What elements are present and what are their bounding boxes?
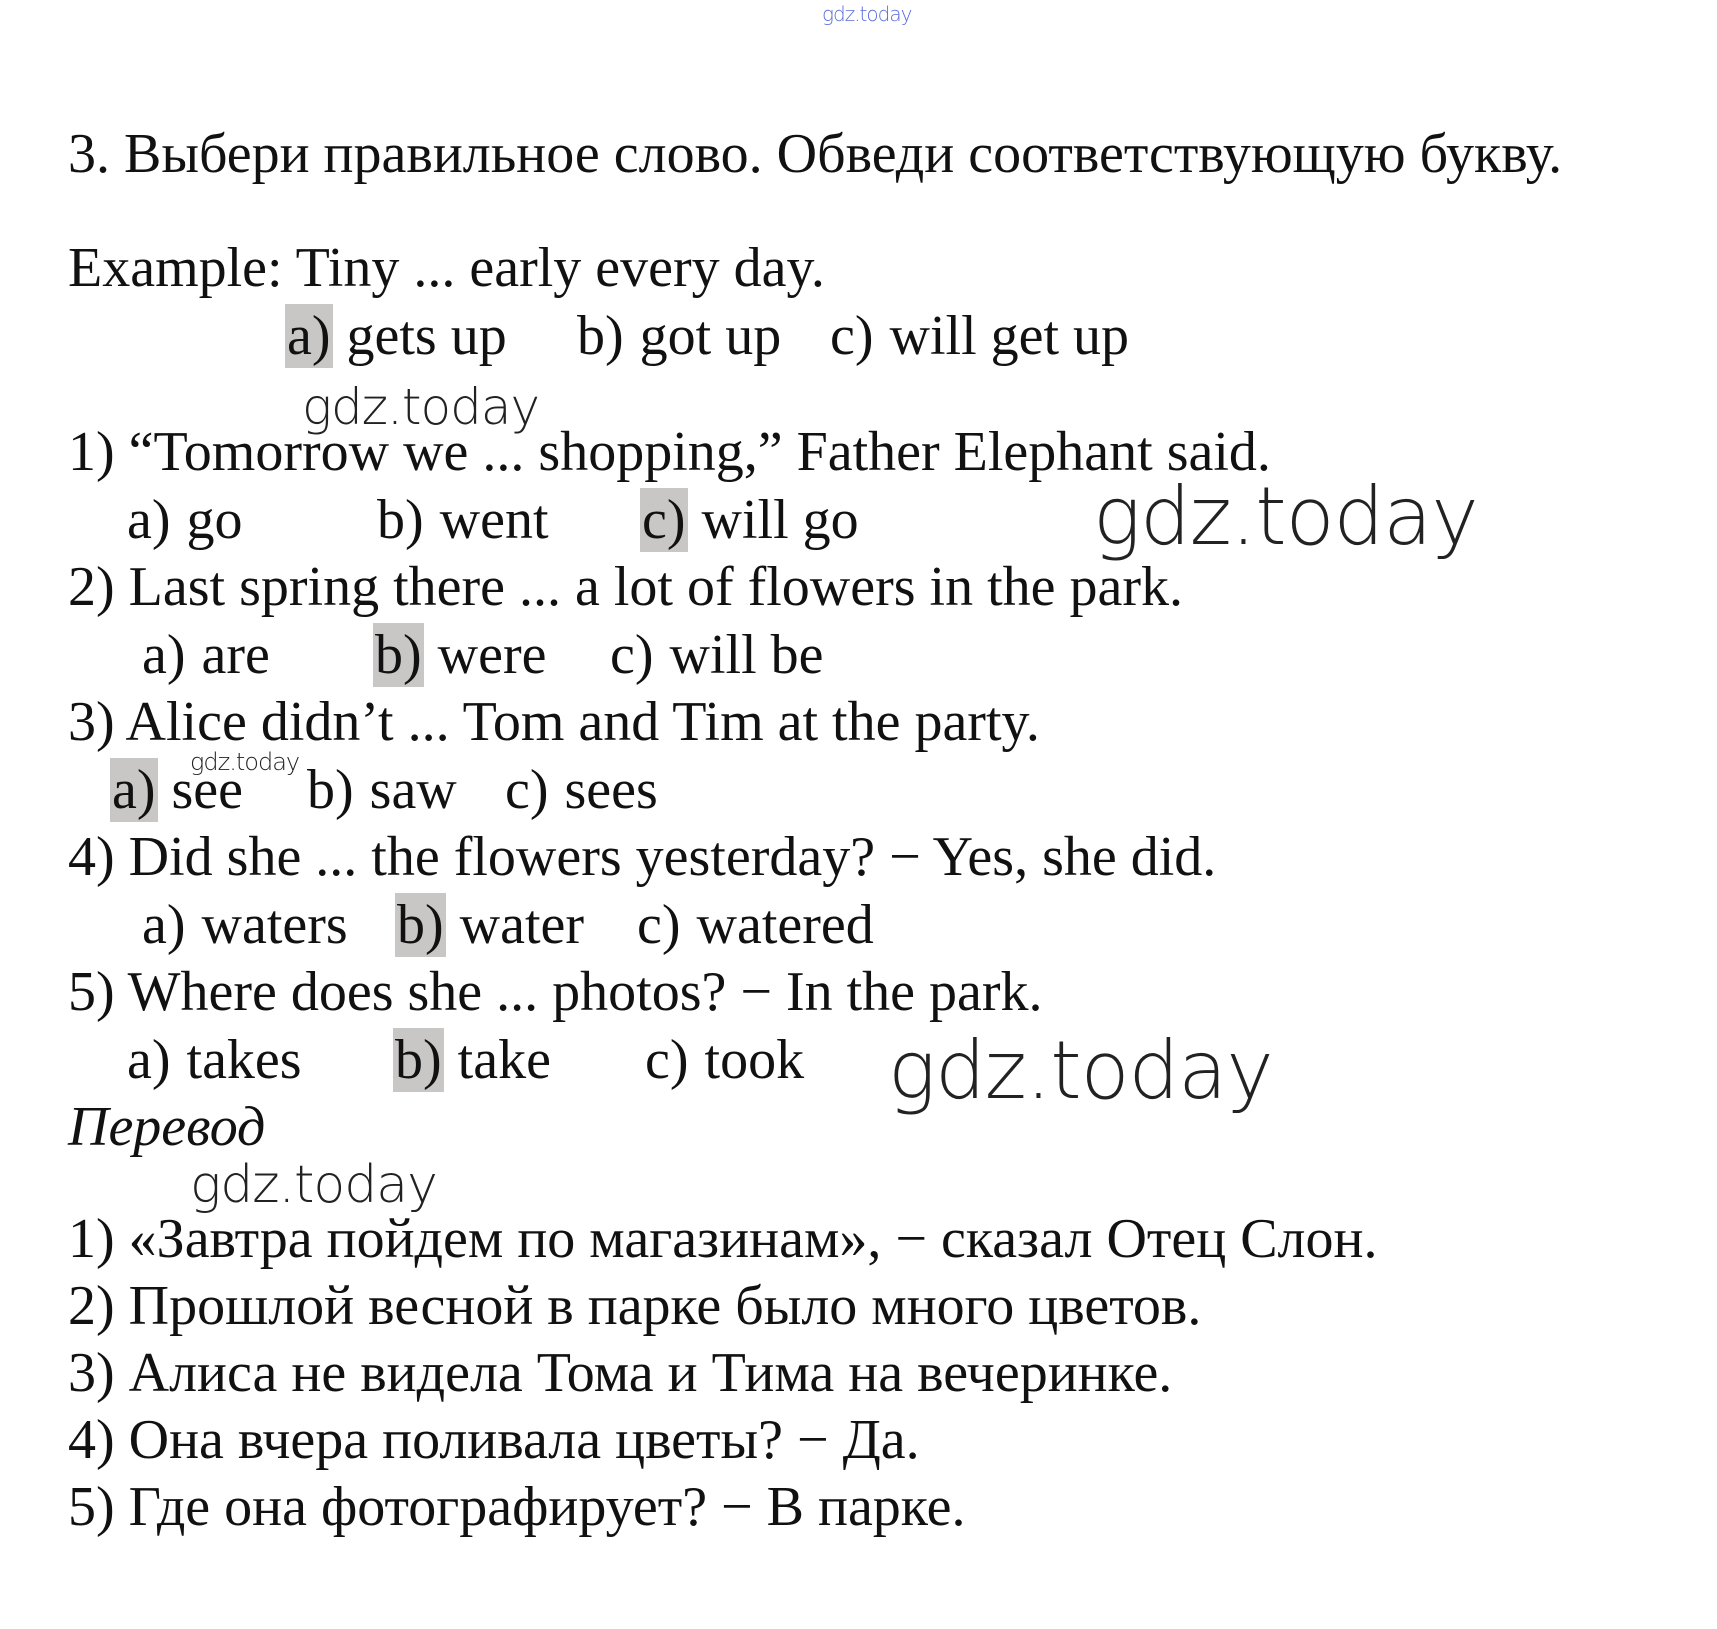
option-letter: a) xyxy=(287,305,331,367)
option-text: saw xyxy=(369,759,457,821)
question-4-sentence: 4) Did she ... the flowers yesterday? − Yes, she did. xyxy=(68,826,1217,888)
option-letter: a) xyxy=(127,1029,171,1091)
question-3-option-b[interactable] xyxy=(305,758,457,822)
question-2-option-a[interactable] xyxy=(140,623,270,687)
example-option-a[interactable] xyxy=(285,304,507,368)
question-3-option-c[interactable] xyxy=(503,758,658,822)
translation-line-1: 1) «Завтра пойдем по магазинам», − сказал Отец Слон. xyxy=(68,1208,1378,1270)
option-text: water xyxy=(459,894,585,956)
option-text: sees xyxy=(564,759,658,821)
question-4-option-b[interactable] xyxy=(395,893,584,957)
example-sentence: Example: Tiny ... early every day. xyxy=(68,237,825,299)
option-text: waters xyxy=(201,894,348,956)
watermark: gdz.today xyxy=(190,748,300,776)
option-letter: c) xyxy=(610,624,654,686)
option-text: take xyxy=(457,1029,551,1091)
option-letter: a) xyxy=(142,894,186,956)
option-text: takes xyxy=(186,1029,302,1091)
option-letter: c) xyxy=(645,1029,689,1091)
question-1-option-b[interactable] xyxy=(375,488,549,552)
option-letter: a) xyxy=(127,489,171,551)
option-letter: a) xyxy=(112,759,156,821)
question-4-option-c[interactable] xyxy=(635,893,874,957)
option-text: will go xyxy=(701,489,859,551)
option-letter: b) xyxy=(577,305,624,367)
question-1-option-c[interactable] xyxy=(640,488,859,552)
option-letter: b) xyxy=(375,624,422,686)
option-letter: c) xyxy=(637,894,681,956)
option-text: go xyxy=(186,489,243,551)
option-text: watered xyxy=(696,894,874,956)
option-letter: b) xyxy=(377,489,424,551)
example-option-b[interactable] xyxy=(575,304,781,368)
question-1-option-a[interactable] xyxy=(125,488,243,552)
option-text: see xyxy=(171,759,244,821)
question-3-option-a[interactable] xyxy=(110,758,243,822)
task-title: 3. Выбери правильное слово. Обведи соответствующую букву. xyxy=(68,123,1563,185)
translation-line-4: 4) Она вчера поливала цветы? − Да. xyxy=(68,1409,920,1471)
option-letter: b) xyxy=(397,894,444,956)
option-text: were xyxy=(437,624,547,686)
option-text: gets up xyxy=(346,305,507,367)
option-text: are xyxy=(201,624,270,686)
question-4-option-a[interactable] xyxy=(140,893,348,957)
option-letter: c) xyxy=(830,305,874,367)
option-text: will be xyxy=(669,624,824,686)
watermark: gdz.today xyxy=(302,378,540,436)
translation-line-5: 5) Где она фотографирует? − В парке. xyxy=(68,1476,966,1538)
translation-heading: Перевод xyxy=(68,1096,266,1158)
translation-line-3: 3) Алиса не видела Тома и Тима на вечеринке. xyxy=(68,1342,1173,1404)
option-letter: a) xyxy=(142,624,186,686)
top-watermark: gdz.today xyxy=(822,2,912,26)
option-letter: c) xyxy=(642,489,686,551)
question-5-option-c[interactable] xyxy=(643,1028,804,1092)
translation-line-2: 2) Прошлой весной в парке было много цветов. xyxy=(68,1275,1202,1337)
example-option-c[interactable] xyxy=(828,304,1129,368)
option-text: got up xyxy=(639,305,782,367)
option-letter: c) xyxy=(505,759,549,821)
question-5-sentence: 5) Where does she ... photos? − In the park. xyxy=(68,961,1043,1023)
option-text: went xyxy=(439,489,549,551)
option-text: will get up xyxy=(889,305,1130,367)
question-5-option-b[interactable] xyxy=(393,1028,551,1092)
option-letter: b) xyxy=(307,759,354,821)
question-2-option-c[interactable] xyxy=(608,623,824,687)
watermark: gdz.today xyxy=(888,1024,1273,1117)
option-text: took xyxy=(704,1029,805,1091)
question-5-option-a[interactable] xyxy=(125,1028,302,1092)
option-letter: b) xyxy=(395,1029,442,1091)
question-2-option-b[interactable] xyxy=(373,623,546,687)
question-2-sentence: 2) Last spring there ... a lot of flowers in the park. xyxy=(68,556,1184,618)
watermark: gdz.today xyxy=(190,1155,437,1215)
question-3-sentence: 3) Alice didn’t ... Tom and Tim at the party. xyxy=(68,691,1040,753)
question-1-sentence: 1) “Tomorrow we ... shopping,” Father Elephant said. xyxy=(68,421,1271,483)
watermark: gdz.today xyxy=(1093,470,1478,563)
